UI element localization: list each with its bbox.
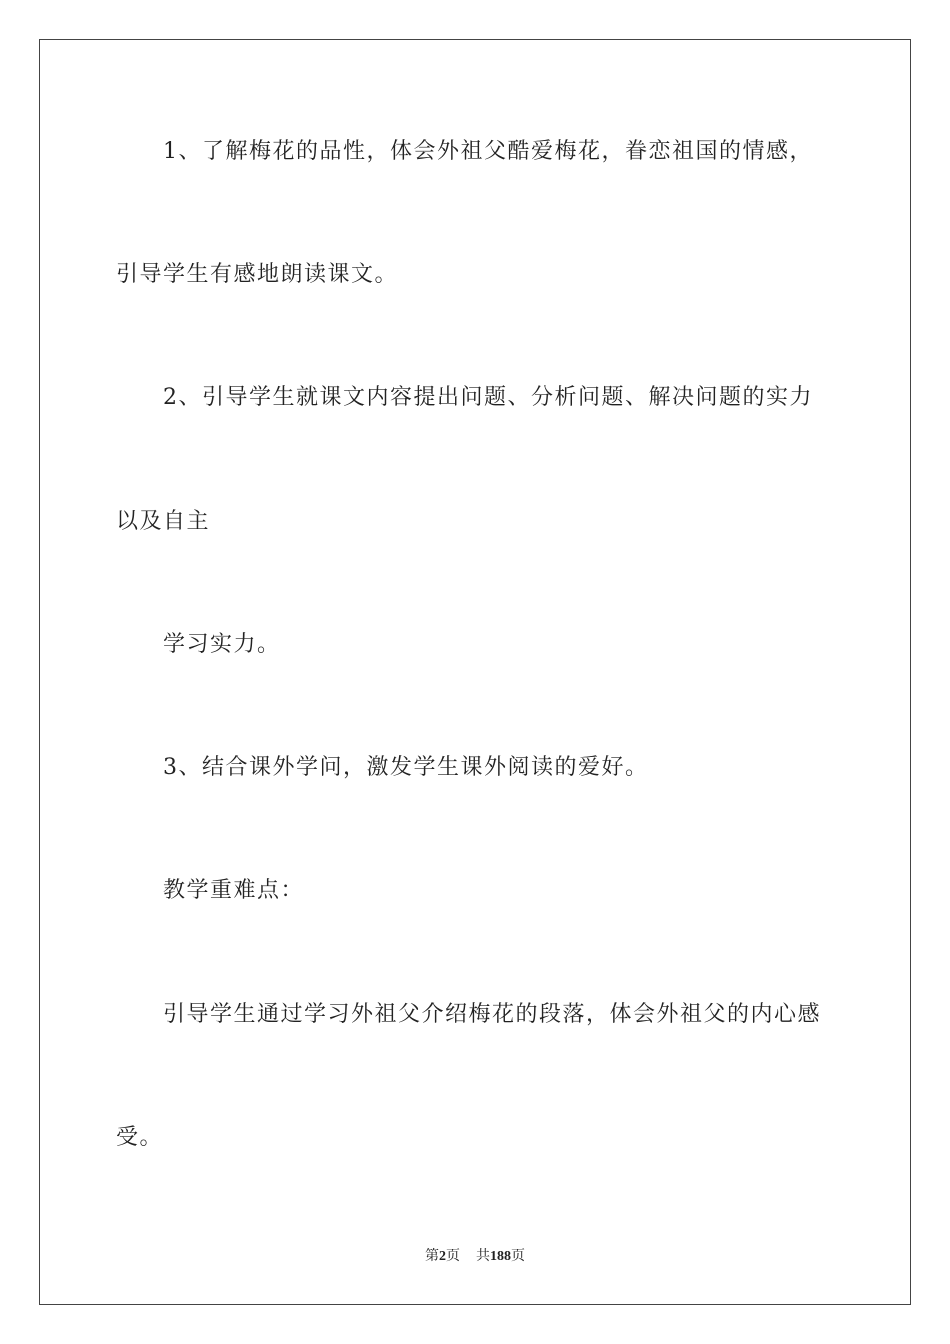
key-points-line-1: 引导学生通过学习外祖父介绍梅花的段落，体会外祖父的内心感 (163, 1002, 822, 1027)
page-footer (0, 1248, 950, 1266)
page-border (39, 39, 911, 1305)
objective-2-line-1: 2、引导学生就课文内容提出问题、分析问题、解决问题的实力 (163, 385, 813, 410)
objective-3-line-1: 3、结合课外学问，激发学生课外阅读的爱好。 (163, 755, 649, 780)
page-number: 2 (439, 1249, 446, 1264)
page-suffix: 页 (446, 1249, 460, 1264)
key-points-line-2: 受。 (116, 1125, 164, 1150)
objective-2-line-3: 学习实力。 (163, 632, 281, 657)
total-suffix: 页 (511, 1249, 525, 1264)
objective-1-line-2: 引导学生有感地朗读课文。 (116, 262, 399, 287)
page-prefix: 第 (425, 1249, 439, 1264)
total-prefix: 共 (476, 1249, 490, 1264)
key-points-heading: 教学重难点： (163, 878, 305, 903)
total-pages: 188 (490, 1249, 511, 1264)
objective-2-line-2: 以及自主 (116, 509, 211, 534)
objective-1-line-1: 1、了解梅花的品性，体会外祖父酷爱梅花，眷恋祖国的情感， (163, 139, 813, 164)
